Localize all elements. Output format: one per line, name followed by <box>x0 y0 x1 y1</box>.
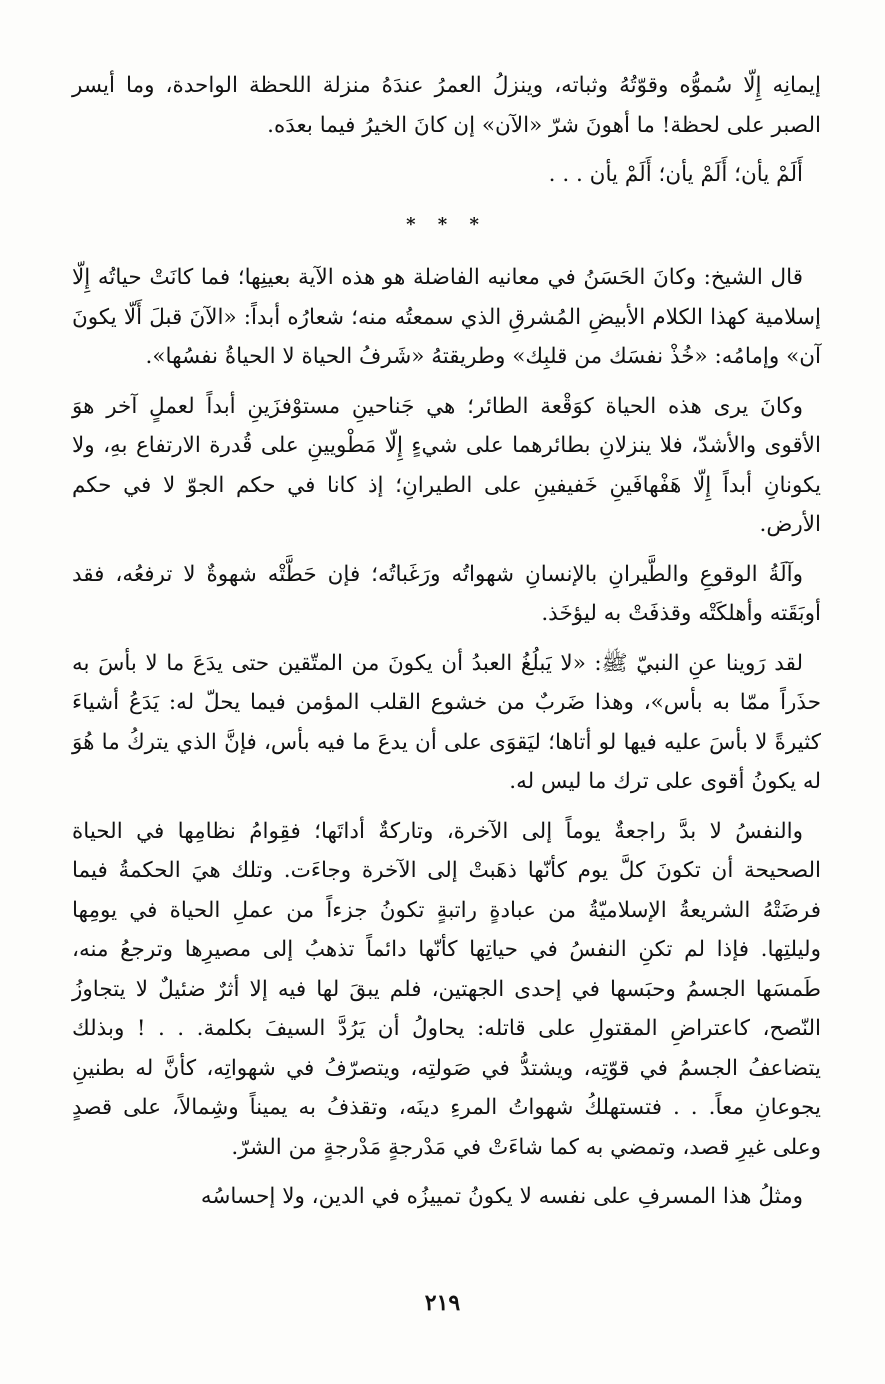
paragraph-8: ومثلُ هذا المسرفِ على نفسه لا يكونُ تمييزُه في الدين، ولا إحساسُه <box>200 1184 803 1209</box>
page-number: ٢١٩ <box>424 1290 461 1316</box>
paragraph-4: وكانَ يرى هذه الحياة كوَقْعة الطائر؛ هي جَناحينِ مستوْفزَينِ أبداً لعملٍ آخر هوَ الأقوى والأشدّ، فلا ينزلانِ بطائرهما على شيءٍ إِلّا مَطْويينِ على قُدرة الارتفاع بهِ، ولا يكونانِ أبداً إِلّا هَفْهافَينِ خَفيفينِ على الطيرانِ؛ إذ كانا في حكم الجوّ لا في حكم الأرض. <box>72 393 821 537</box>
paragraph-3: قال الشيخ: وكانَ الحَسَنُ في معانيه الفاضلة هو هذه الآية بعينِها؛ فما كانَتْ حياتُه إِلّا إسلامية كهذا الكلام الأبيضِ المُشرقِ الذي سمعتُه منه؛ شعارُه أبداً: «الآنَ قبلَ أَلّا يكونَ آن» وإمامُه: «خُذْ نفسَك من قلبِك» وطريقتهُ «شَرفُ الحياة لا الحياةُ نفسُها». <box>72 265 821 369</box>
paragraph-7: والنفسُ لا بدَّ راجعةٌ يوماً إلى الآخرة، وتاركةٌ أداتَها؛ فقِوامُ نظامِها في الحياة الصحيحة أن تكونَ كلَّ يوم كأنّها ذهَبتْ إلى الآخرة وجاءَت. وتلك هيَ الحكمةُ فيما فرضَتْهُ الشريعةُ الإسلاميّةُ من عبادةٍ راتبةٍ تكونُ جزءاً من عملِ الحياة في يومِها وليلتِها. فإذا لم تكنِ النفسُ في حياتِها كأنّها دائماً تذهبُ إلى مصيرِها وترجعُ منه، طَمسَها الجسمُ وحبَسها في إحدى الجهتين، فلم يبقَ لها فيه إلا أثرٌ ضئيلٌ لا يتجاوزُ النّصح، كاعتراضِ المقتولِ على قاتله: يحاولُ أن يَرُدَّ السيفَ بكلمة. . . ! وبذلك يتضاعفُ الجسمُ في قوّتِه، ويشتدُّ في صَولتِه، ويتصرّفُ في شهواتِه، كأنَّ له بطنينِ يجوعانِ معاً. . . فتستهلكُ شهواتُ المرءِ دينَه، وتقذفُ به يميناً وشِمالاً، على قصدٍ وعلى غيرِ قصد، وتمضي به كما شاءَتْ في مَدْرجةٍ مَدْرجةٍ من الشرّ. <box>72 818 821 1160</box>
paragraph-1: إيمانِه إِلّا سُموُّه وقوّتُهُ وثباته، وينزلُ العمرُ عندَهُ منزلة اللحظة الواحدة، وما أيسر الصبر على لحظة! ما أهونَ شرّ «الآن» إن كانَ الخيرُ فيما بعدَه. <box>72 73 821 138</box>
paragraph-5: وآلَةُ الوقوعِ والطَّيرانِ بالإنسانِ شهواتُه ورَغَباتُه؛ فإن حَطَّتْه شهوةٌ لا ترفعُه، فقد أوبَقَته وأهلكَتْه وقذفَتْ به ليؤخَذ. <box>72 561 821 626</box>
section-separator: * * * <box>406 213 487 235</box>
page-body <box>72 66 821 1227</box>
paragraph-2: أَلَمْ يأن؛ أَلَمْ يأن؛ أَلَمْ يأن . . . <box>548 162 803 187</box>
paragraph-6: لقد رَوينا عنِ النبيّ ﷺ: «لا يَبلُغُ العبدُ أن يكونَ من المتّقين حتى يدَعَ ما لا بأسَ به حذَراً ممّا به بأس»، وهذا ضَربٌ من خشوع القلب المؤمن فيما يحلّ له: يَدَعُ أشياءَ كثيرةً لا بأسَ عليه فيها لو أتاها؛ ليَقوَى على أن يدعَ ما فيه بأس، فإنَّ الذي يتركُ ما هُوَ له يكونُ أقوى على ترك ما ليس له. <box>72 650 821 794</box>
